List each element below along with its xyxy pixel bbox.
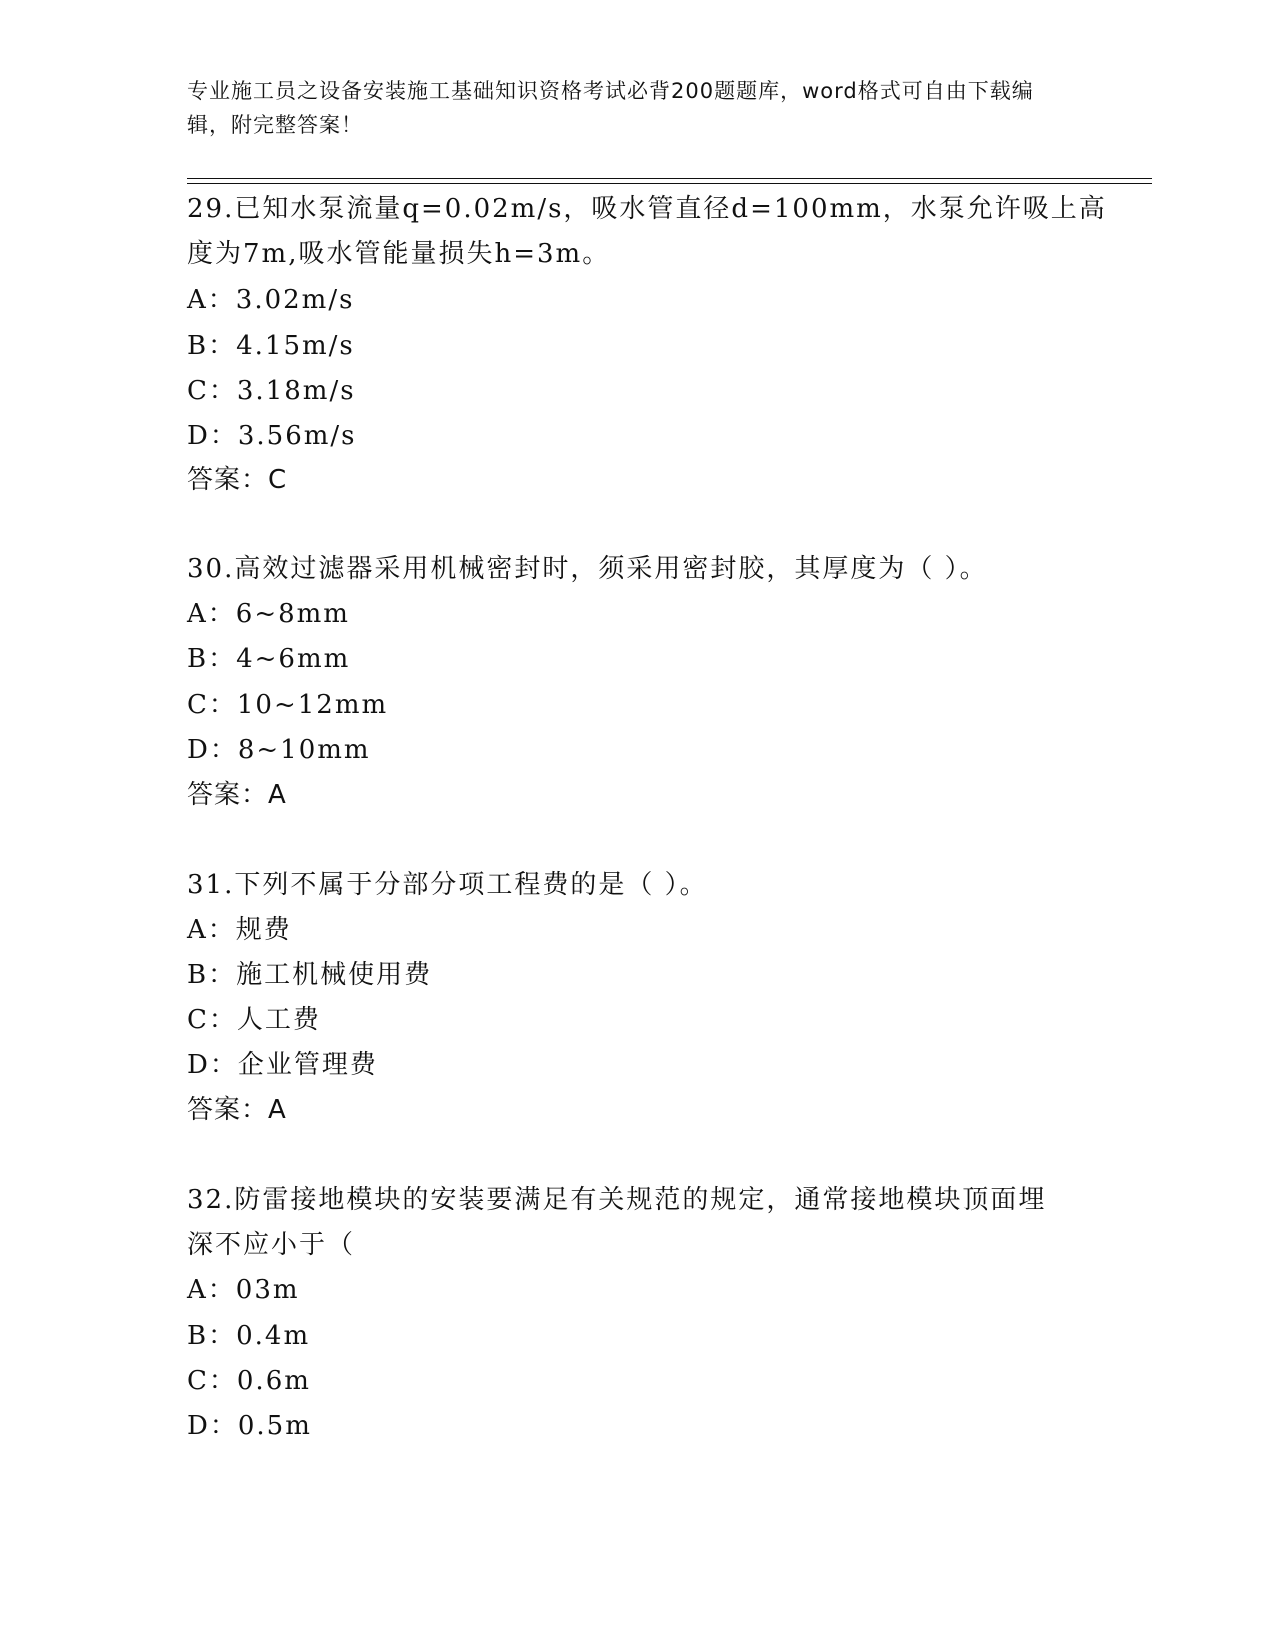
option-d: D：3.56m/s: [187, 421, 357, 451]
question-stem-line: 31.下列不属于分部分项工程费的是（ ）。: [187, 870, 708, 900]
answer: 答案：A: [187, 780, 287, 810]
option-c: C：人工费: [187, 1005, 321, 1035]
option-d: D：企业管理费: [187, 1050, 378, 1080]
answer: 答案：C: [187, 465, 288, 495]
option-c: C：0.6m: [187, 1366, 311, 1396]
header-rule-top: [187, 178, 1152, 179]
option-c: C：10~12mm: [187, 690, 389, 720]
question-stem-line: 深不应小于（: [187, 1230, 356, 1260]
option-c: C：3.18m/s: [187, 376, 356, 406]
option-a: A：6~8mm: [187, 599, 350, 629]
option-d: D：8~10mm: [187, 735, 371, 765]
option-a: A：规费: [187, 915, 292, 945]
page-header: 专业施工员之设备安装施工基础知识资格考试必背200题题库，word格式可自由下载编辑，附完整答案！: [187, 79, 1034, 137]
option-a: A：03m: [187, 1275, 300, 1305]
option-d: D：0.5m: [187, 1411, 312, 1441]
option-b: B：0.4m: [187, 1321, 311, 1351]
option-b: B：4.15m/s: [187, 331, 355, 361]
option-b: B：施工机械使用费: [187, 960, 433, 990]
option-a: A：3.02m/s: [187, 285, 355, 315]
answer: 答案：A: [187, 1095, 287, 1125]
question-stem-line: 29.已知水泵流量q=0.02m/s，吸水管直径d=100mm，水泵允许吸上高: [187, 194, 1107, 224]
header-rule-bottom: [187, 183, 1152, 184]
question-stem-line: 30.高效过滤器采用机械密封时，须采用密封胶，其厚度为（ ）。: [187, 554, 988, 584]
question-stem-line: 度为7m,吸水管能量损失h=3m。: [187, 239, 611, 269]
question-stem-line: 32.防雷接地模块的安装要满足有关规范的规定，通常接地模块顶面埋: [187, 1185, 1047, 1215]
option-b: B：4~6mm: [187, 644, 351, 674]
